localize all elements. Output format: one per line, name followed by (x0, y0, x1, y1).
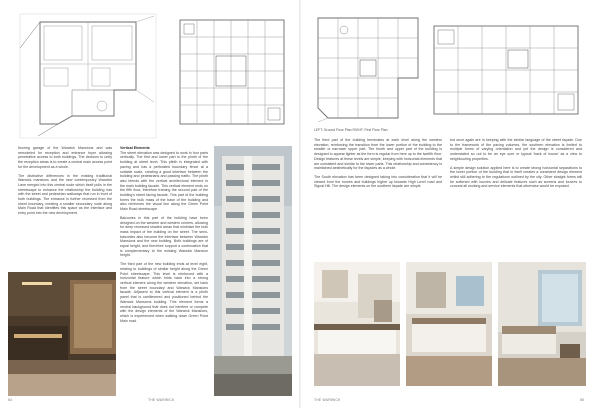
right-col1-para-1: The third part of the building terminates at each level along the western elevation, reinforcing the transition from the lower portion of the building to the smaller or narrower upper part. The fourth and upper part of the building is designed to appear lighter as the form is regular from here up to the twelfth floor. Design features at these levels are simple, keeping with horizontal elements that are consistent and similar to the lower parts. This relationship and consistency is maintained aesthetically for the façades as a whole. (314, 138, 442, 171)
right-col1-para-2: The South elevation has been designed taking into consideration that it will be viewed from the homes and buildings higher up towards High Level road and Signal Hill. The design elements on the southern façade are simple (314, 174, 442, 189)
interior-photo-living (498, 262, 586, 386)
first-floor-plan (430, 20, 582, 120)
exterior-photo-building (214, 146, 292, 396)
ground-floor-plan (314, 14, 424, 122)
left-col1-para-2: The distinctive differences in the existing traditional Warwick mansions and the new contemporary Warwick Lane merged into this central node which itself pulls in the streetscape to enhance the relationship the building has with the street and pedestrian walkways that run in front of both buildings. The entrance is further recessed from the street boundary, creating a smaller secondary node along Main Road that identifies this space as the interface and entry point into the new development. (18, 173, 112, 216)
interior-photo-kitchen (314, 262, 400, 386)
right-col2-para-1: but once again are in keeping with the similar language of the street façade. Due to the framework of the paving volumes, the southern elevation is limited to multiple forms of varying orientation and yet the design is considered and understated so not to be an eye sore or typical 'back of house' as a view to neighbouring properties. (450, 138, 582, 161)
right-column-2 (450, 138, 582, 193)
right-page-number: 85 (580, 398, 585, 402)
vertical-elements-heading: Vertical Elements (120, 146, 150, 150)
floor-plan-caption: LEFT: Ground Floor Plan RIGHT: First Floor Plan (314, 128, 388, 132)
left-page-number: 84 (8, 398, 13, 402)
interior-photo-bedroom (406, 262, 492, 386)
left-col2-para-3: The third part of the new building ends at level eight, relating to buildings of similar height along the Green Point streetscape. This level is reinforced with a horizontal feature which folds back into a strong vertical element along the western elevation, set back from the street boundary and Warwick Mansions facade. Adjacent to this vertical element is a plinth panel that is cantilevered and positioned behind the Warwick Mansions building. This element forms a neutral background that does not interfere or compete with the design elements of the Warwick Mansions, which is experienced when walking down Green Point Main road. (120, 262, 208, 323)
left-col2-para-2: Balconies in this part of the building have been designed on the western and western corners, allowing for deep recessed shaded areas that minimise the bulk mass impact of the building on the street. The semi-balconies also become the interface between Warwick Mansions and the new building. Both buildings are of equal height, and therefore support a continuation that is complementary to the existing Warwick Mansion height. (120, 215, 208, 258)
left-col1-para-1: flooring garage of the Warwick Mansions and was remodeled for reception and entrance foyer allowing penetrative access to both buildings. The decision to unify the reception areas is to create a central main access point for the development as a whole. (18, 146, 112, 169)
left-column-2 (120, 146, 208, 327)
right-section-label: THE WARWICK (314, 398, 341, 402)
site-plan-left (18, 12, 158, 140)
left-column-1 (18, 146, 112, 220)
right-col2-para-2: A simple design solution applied here is to create strong horizontal separations to the lower portion of the building that in itself creates a consistent design element whilst still adhering to the regulations outlined by the city. Other straight forms will be softened with louvres and delicate features such as screens and louvres to conceal all working and service elements that otherwise would be exposed. (450, 165, 582, 189)
right-column-1 (314, 138, 442, 193)
floor-plan-left (176, 16, 288, 128)
page-gutter (299, 0, 301, 408)
left-col2-para-1: The street elevation was designed to work in four parts vertically. The first and lower part is the plinth of the building at street level. This plinth is integrated with paving and has a perforated boundary fence at a suitable scale, creating a good interface between the building and pedestrians and passing traffic. The plinth also blends with the vertical architectural element in the main building facade. This vertical element ends on the fifth floor, therefore framing the second part of the building's street facing facade. This part of the building forms the bulk mass of the base of the building and also reinforces the visual line along the Green Point Main Road streetscape. (120, 150, 208, 212)
left-section-label: THE WARWICK (148, 398, 175, 402)
interior-photo-lobby (8, 272, 116, 396)
